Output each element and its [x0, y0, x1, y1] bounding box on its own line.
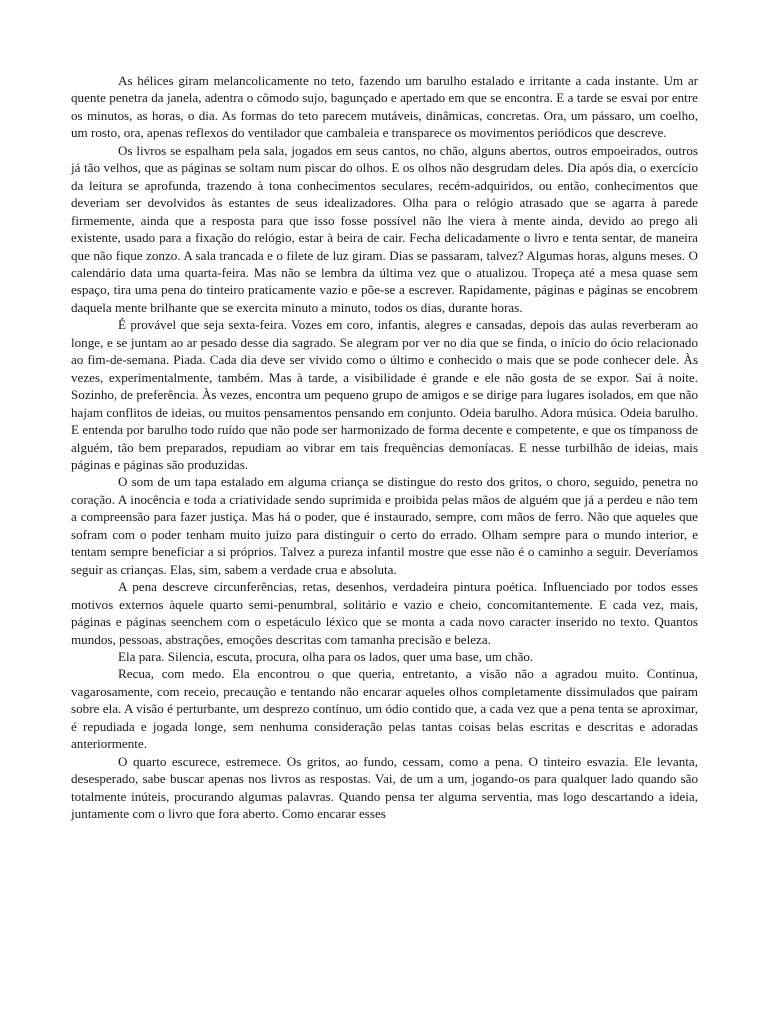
paragraph-3: É provável que seja sexta-feira. Vozes em coro, infantis, alegres e cansadas, depois das aulas reverberam ao longe, e se juntam ao ar pesado desse dia sagrado. Se alegram por ver no dia que se finda, o início do ócio relacionado ao fim-de-semana. Piada. Cada dia deve ser vivido como o último e conhecido o mais que se pode conhecer dele. Às vezes, experimentalmente, também. Mas à tarde, a visibilidade é grande e ele não gosta de se expor. Sai à noite. Sozinho, de preferência. Às vezes, encontra um pequeno grupo de amigos e se dirige para lugares isolados, em que não hajam conflitos de ideias, ou muitos pensamentos pensando em conjunto. Odeia barulho. Adora música. Odeia barulho. E entenda por barulho todo ruído que não pode ser harmonizado de forma decente e competente, e que os tímpanoss de alguém, tão bem preparados, repudiam ao vibrar em tais frequências demoníacas. E nesse turbilhão de ideias, mais páginas e páginas são produzidas. [71, 317, 698, 472]
paragraph-6: Ela para. Silencia, escuta, procura, olha para os lados, quer uma base, um chão. [118, 648, 534, 664]
paragraph-5: A pena descreve circunferências, retas, desenhos, verdadeira pintura poética. Influenciado por todos esses motivos externos àquele quarto semi-penumbral, solitário e vazio e cheio, concomitantemente. E cada vez, mais, páginas e páginas seenchem com o espetáculo léxico que se monta a cada novo caracter inserido no texto. Quantos mundos, pessoas, abstrações, emoções descritas com tamanha precisão e beleza. [71, 579, 698, 647]
document-page [71, 72, 698, 822]
paragraph-7: Recua, com medo. Ela encontrou o que queria, entretanto, a visão não a agradou muito. Continua, vagarosamente, com receio, precaução e tentando não encarar aqueles olhos completamente dissimulados que pairam sobre ela. A visão é perturbante, um desprezo contínuo, um ódio contido que, a cada vez que a pena tenta se aproximar, é repudiada e jogada longe, sem nenhuma consideração pelas tantas coisas belas escritas e descritas e adoradas anteriormente. [71, 666, 698, 752]
paragraph-4: O som de um tapa estalado em alguma criança se distingue do resto dos gritos, o choro, seguido, penetra no coração. A inocência e toda a criatividade sendo suprimida e proibida pelas mãos de alguém que já a perdeu e não tem a compreensão para fazer justiça. Mas há o poder, que é instaurado, sempre, com mãos de ferro. Não que aqueles que sofram com o poder tenham muito juízo para distinguir o certo do errado. Olham sempre para o mundo interior, e tentam sempre beneficiar a si próprios. Talvez a pureza infantil mostre que esse não é o caminho a seguir. Deveríamos seguir as crianças. Elas, sim, sabem a verdade crua e absoluta. [71, 474, 698, 577]
paragraph-2: Os livros se espalham pela sala, jogados em seus cantos, no chão, alguns abertos, outros empoeirados, outros já tão velhos, que as páginas se soltam num piscar do olhos. E os olhos não desgrudam deles. Dia após dia, o exercício da leitura se aprofunda, trazendo à tona conhecimentos seculares, recém-adquiridos, ou então, conhecimentos que deveriam ser devolvidos às estantes de seus idealizadores. Olha para o relógio atrasado que se agarra à parede firmemente, ainda que a resposta para que isso fosse possível não lhe viera à mente ainda, devido ao prego ali existente, usado para a fixação do relógio, estar à beira de cair. Fecha delicadamente o livro e tenta sentar, de maneira que não fique zonzo. A sala trancada e o filete de luz giram. Dias se passaram, talvez? Algumas horas, alguns meses. O calendário data uma quarta-feira. Mas não se lembra da última vez que o atualizou. Tropeça até a mesa quase sem espaço, tira uma pena do tinteiro praticamente vazio e põe-se a escrever. Rapidamente, páginas e páginas se encobrem daquela mente brilhante que se exercita minuto a minuto, todos os dias, durante horas. [71, 142, 698, 315]
paragraph-1: As hélices giram melancolicamente no teto, fazendo um barulho estalado e irritante a cada instante. Um ar quente penetra da janela, adentra o cômodo sujo, bagunçado e apertado em que se encontra. E a tarde se esvai por entre os minutos, as horas, o dia. As formas do teto parecem mutáveis, dinâmicas, concretas. Ora, um pássaro, um coelho, um rosto, ora, apenas reflexos do ventilador que cambaleia e transparece os movimentos periódicos que descreve. [71, 73, 698, 141]
paragraph-8: O quarto escurece, estremece. Os gritos, ao fundo, cessam, como a pena. O tinteiro esvazia. Ele levanta, desesperado, sabe buscar apenas nos livros as respostas. Vai, de um a um, jogando-os para qualquer lado quando são totalmente inúteis, procurando algumas palavras. Quando pensa ter alguma serventia, mas logo descartando a ideia, juntamente com o livro que fora aberto. Como encarar esses [71, 753, 698, 822]
